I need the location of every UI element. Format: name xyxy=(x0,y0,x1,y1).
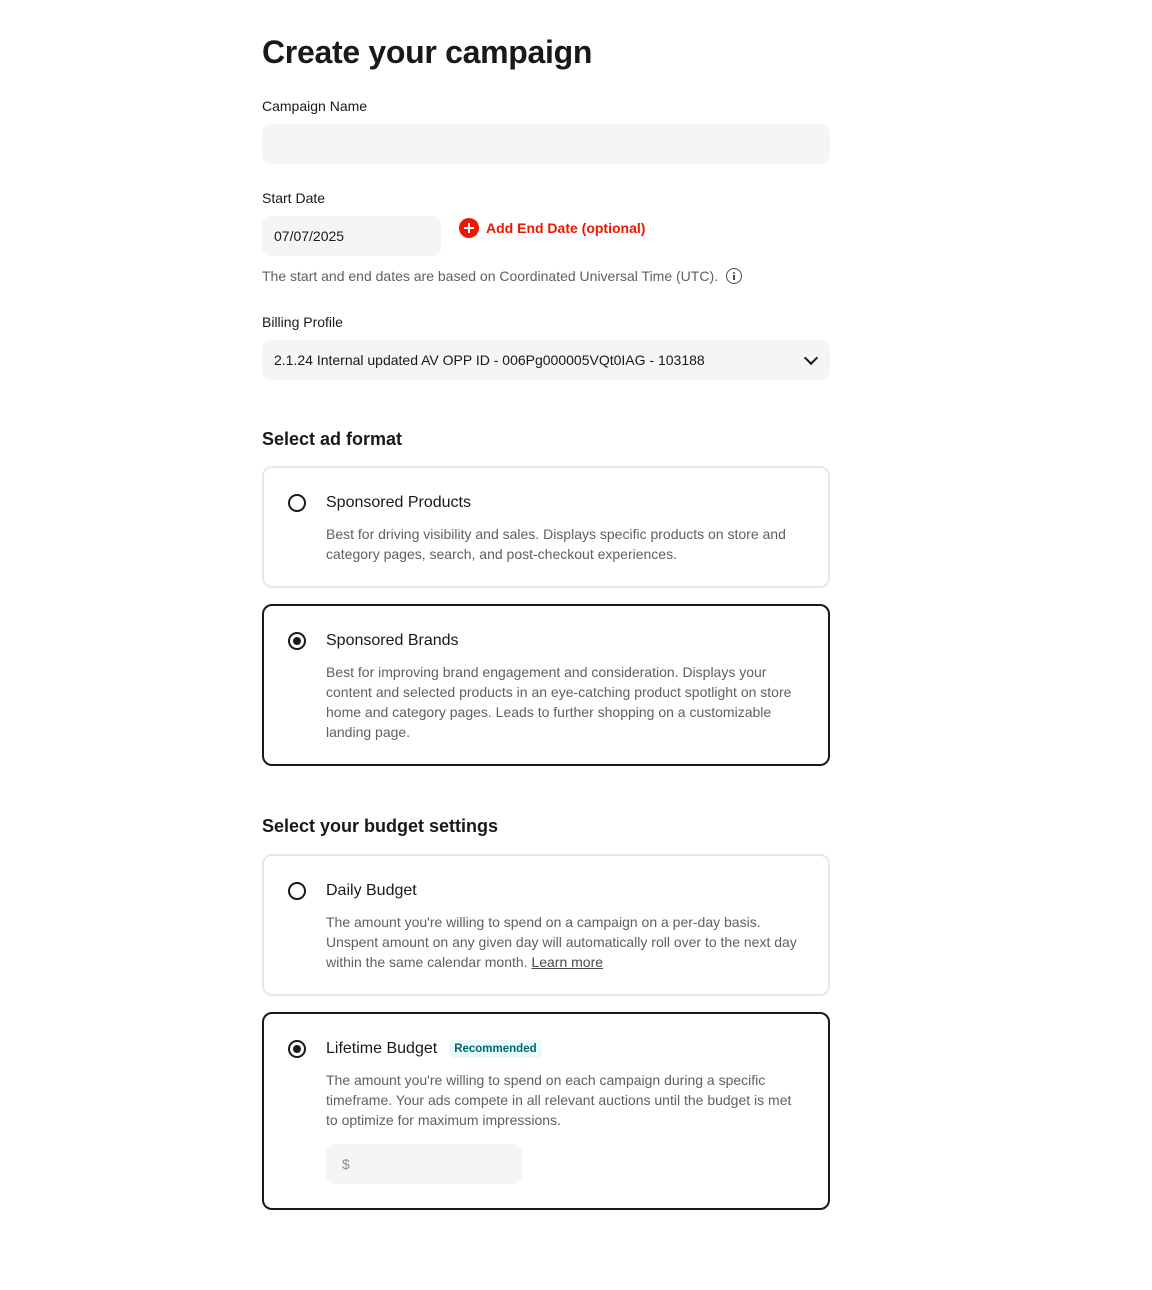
utc-hint xyxy=(262,268,742,284)
billing-profile-label: Billing Profile xyxy=(262,314,343,330)
ad-format-option-sponsored-brands[interactable] xyxy=(262,604,830,766)
start-date-label: Start Date xyxy=(262,190,326,206)
chevron-down-icon xyxy=(804,350,818,364)
billing-profile-value: 2.1.24 Internal updated AV OPP ID - 006Pg000005VQt0IAG - 103188 xyxy=(274,352,705,368)
radio-unselected-icon[interactable] xyxy=(288,882,306,900)
lifetime-budget-amount-input[interactable] xyxy=(326,1144,522,1184)
budget-option-lifetime[interactable] xyxy=(262,1012,830,1210)
option-title: Sponsored Products xyxy=(326,494,471,511)
ad-format-title: Select ad format xyxy=(262,429,403,449)
recommended-badge: Recommended xyxy=(449,1040,541,1058)
add-end-date-button[interactable] xyxy=(459,218,645,238)
info-icon[interactable] xyxy=(726,268,742,284)
option-title: Sponsored Brands xyxy=(326,632,459,649)
currency-prefix: $ xyxy=(342,1156,350,1172)
budget-settings-title: Select your budget settings xyxy=(262,816,499,836)
start-date-input[interactable]: 07/07/2025 xyxy=(262,216,441,256)
option-description: Best for improving brand engagement and consideration. Displays your content and selected products in an eye-catching product spotlight on store home and category pages. Leads to further shopping on a customizable landing page. xyxy=(326,664,792,740)
campaign-name-input[interactable] xyxy=(262,124,830,164)
billing-profile-select[interactable] xyxy=(262,340,830,380)
option-description: Best for driving visibility and sales. Displays specific products on store and category pages, search, and post-checkout experiences. xyxy=(326,526,786,562)
budget-option-daily[interactable] xyxy=(262,854,830,996)
plus-circle-icon xyxy=(459,218,479,238)
campaign-name-label: Campaign Name xyxy=(262,98,368,114)
page-title: Create your campaign xyxy=(262,34,593,70)
ad-format-option-sponsored-products[interactable] xyxy=(262,466,830,588)
radio-selected-icon[interactable] xyxy=(288,1040,306,1058)
option-description-text: The amount you're willing to spend on a campaign on a per-day basis. Unspent amount on any given day will automatically roll over to the next day within the same calendar month. xyxy=(326,914,797,970)
radio-unselected-icon[interactable] xyxy=(288,494,306,512)
learn-more-link[interactable]: Learn more xyxy=(531,954,604,970)
option-title: Lifetime Budget xyxy=(326,1040,438,1057)
option-title: Daily Budget xyxy=(326,882,417,899)
option-description xyxy=(326,912,806,972)
option-description: The amount you're willing to spend on each campaign during a specific timeframe. Your ads compete in all relevant auctions until the budget is met to optimize for maximum impressions. xyxy=(326,1072,792,1128)
radio-selected-icon[interactable] xyxy=(288,632,306,650)
add-end-date-label: Add End Date (optional) xyxy=(486,220,646,236)
utc-hint-text: The start and end dates are based on Coordinated Universal Time (UTC). xyxy=(262,268,719,284)
